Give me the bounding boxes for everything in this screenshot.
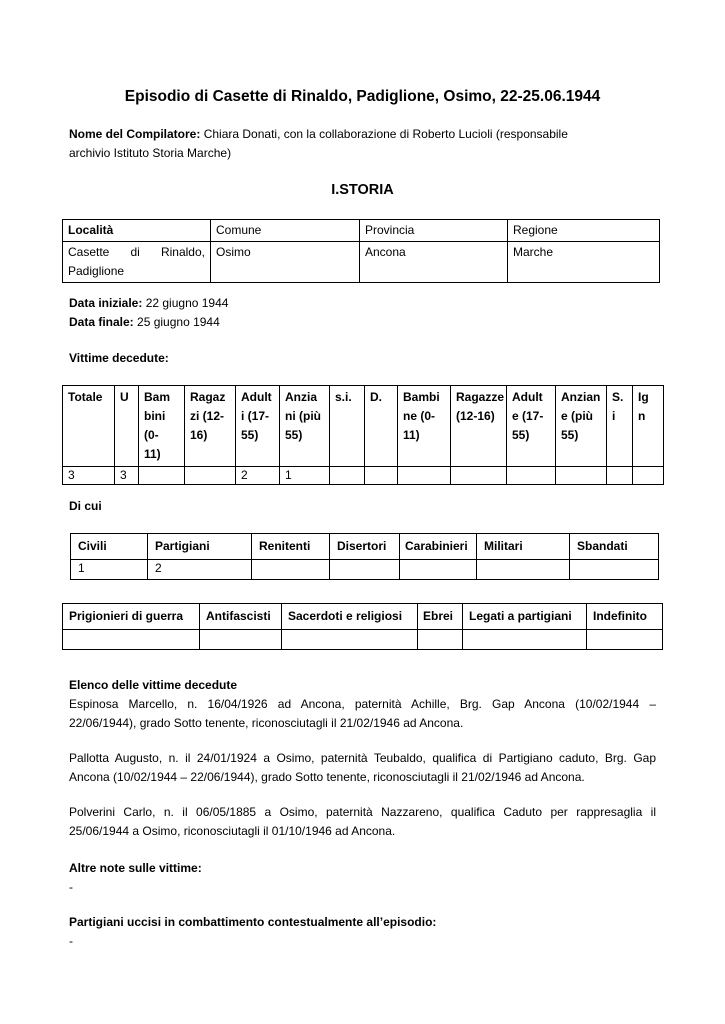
cell-provincia: Ancona — [360, 242, 508, 283]
victims-header-cell — [398, 386, 451, 467]
victims-header-line: Ragazze — [456, 390, 505, 404]
header-carabinieri: Carabinieri — [400, 534, 477, 560]
category-table-2 — [62, 603, 663, 650]
victims-header-line: Ig — [638, 390, 649, 404]
victims-header-line: i — [612, 409, 616, 423]
victims-value-cell — [330, 467, 365, 485]
victim-entry-3-line2: 25/06/1944 a Osimo, riconosciutagli il 01/10/1946 ad Ancona. — [69, 824, 396, 838]
victim-entry-2-line2: Ancona (10/02/1944 – 22/06/1944), grado Sotto tenente, riconosciutagli il 21/02/1946 ad Ancona. — [69, 770, 585, 784]
value-disertori — [330, 560, 400, 580]
victims-value-cell — [507, 467, 556, 485]
victim-entry-1-line1: Espinosa Marcello, n. 16/04/1926 ad Ancona, paternità Achille, Brg. Gap Ancona (10/02/1944 – — [69, 697, 656, 711]
victims-header-line: 55) — [561, 428, 579, 442]
victims-header-cell — [607, 386, 633, 467]
victims-header-line: U — [120, 390, 129, 404]
victims-header-cell — [633, 386, 664, 467]
value-ebrei — [418, 630, 463, 650]
victims-value-cell — [451, 467, 507, 485]
localita-word-2: di — [130, 245, 140, 259]
victims-header-line: Ragaz — [190, 390, 226, 404]
victims-header-cell — [280, 386, 330, 467]
header-sacerdoti: Sacerdoti e religiosi — [282, 604, 418, 630]
partisans-killed-value: - — [69, 934, 73, 948]
partisans-killed-block — [69, 913, 436, 951]
compiler-value-line1: Chiara Donati, con la collaborazione di Roberto Lucioli (responsabile — [200, 127, 568, 141]
victims-header-line: Anzian — [561, 390, 601, 404]
victims-header-line: e (più — [561, 409, 593, 423]
end-date-value: 25 giugno 1944 — [133, 315, 220, 329]
victims-header-cell — [330, 386, 365, 467]
cell-regione: Marche — [508, 242, 660, 283]
value-civili: 1 — [71, 560, 148, 580]
localita-word-3: Rinaldo, — [160, 245, 205, 259]
header-comune: Comune — [211, 220, 360, 242]
header-provincia: Provincia — [360, 220, 508, 242]
victims-header-cell — [63, 386, 115, 467]
victims-header-cell — [556, 386, 607, 467]
victims-header-line: ne (0- — [403, 409, 436, 423]
localita-line2: Padiglione — [68, 264, 125, 278]
victims-header-line: Bam — [144, 390, 171, 404]
start-date-label: Data iniziale: — [69, 296, 143, 310]
victim-entry-2 — [69, 749, 656, 787]
victims-header-line: Adult — [241, 390, 272, 404]
victims-value-cell: 3 — [115, 467, 139, 485]
victim-entry-2-line1: Pallotta Augusto, n. il 24/01/1924 a Osimo, paternità Teubaldo, qualifica di Partigiano caduto, Brg. Gap — [69, 751, 656, 765]
victims-header-line: 11) — [144, 447, 161, 461]
value-prigionieri — [63, 630, 200, 650]
victims-value-cell: 2 — [236, 467, 280, 485]
victims-header-cell — [236, 386, 280, 467]
victims-header-line: zi (12- — [190, 409, 225, 423]
cell-localita — [63, 242, 211, 283]
victims-header-line: S. — [612, 390, 624, 404]
value-legati — [463, 630, 587, 650]
value-indefinito — [587, 630, 663, 650]
victims-value-cell — [139, 467, 185, 485]
other-notes-value: - — [69, 880, 73, 894]
header-ebrei: Ebrei — [418, 604, 463, 630]
other-notes-block — [69, 859, 202, 897]
victims-list-label: Elenco delle vittime decedute — [69, 678, 238, 692]
victims-header-line: 55) — [241, 428, 259, 442]
partisans-killed-label: Partigiani uccisi in combattimento contestualmente all’episodio: — [69, 915, 437, 929]
victim-entry-1 — [69, 695, 656, 733]
victims-header-line: ni (più — [285, 409, 321, 423]
victims-header-line: e (17- — [512, 409, 544, 423]
victims-header-line: n — [638, 409, 646, 423]
victims-header-line: i (17- — [241, 409, 270, 423]
victims-value-cell: 3 — [63, 467, 115, 485]
value-antifascisti — [200, 630, 282, 650]
header-antifascisti: Antifascisti — [200, 604, 282, 630]
value-sbandati — [570, 560, 659, 580]
victim-entry-3-line1: Polverini Carlo, n. il 06/05/1885 a Osimo, paternità Nazzareno, qualifica Caduto per rappresaglia il — [69, 805, 656, 819]
localita-word-1: Casette — [68, 245, 110, 259]
victims-header-line: 11) — [403, 428, 420, 442]
end-date-label: Data finale: — [69, 315, 134, 329]
header-partigiani: Partigiani — [148, 534, 252, 560]
header-legati: Legati a partigiani — [463, 604, 587, 630]
compiler-label: Nome del Compilatore: — [69, 127, 201, 141]
other-notes-label: Altre note sulle vittime: — [69, 861, 202, 875]
value-militari — [477, 560, 570, 580]
victims-header-line: s.i. — [335, 390, 352, 404]
victims-header-cell — [185, 386, 236, 467]
victims-header-line: 55) — [285, 428, 303, 442]
category-table-1 — [70, 533, 659, 580]
victims-value-cell — [398, 467, 451, 485]
header-localita: Località — [63, 220, 211, 242]
header-prigionieri: Prigionieri di guerra — [63, 604, 200, 630]
victim-entry-1-line2: 22/06/1944), grado Sotto tenente, riconosciutagli il 21/02/1946 ad Ancona. — [69, 716, 464, 730]
victims-value-cell — [633, 467, 664, 485]
victims-header-cell — [451, 386, 507, 467]
header-civili: Civili — [71, 534, 148, 560]
of-which-label: Di cui — [69, 499, 102, 513]
compiler-block — [69, 125, 669, 163]
value-sacerdoti — [282, 630, 418, 650]
victims-header-row — [63, 386, 664, 467]
victims-table — [62, 385, 664, 485]
victims-value-cell — [556, 467, 607, 485]
compiler-value-line2: archivio Istituto Storia Marche) — [69, 146, 232, 160]
victims-header-line: bini — [144, 409, 166, 423]
value-carabinieri — [400, 560, 477, 580]
victims-header-line: D. — [370, 390, 382, 404]
location-table — [62, 219, 660, 283]
victims-value-cell — [607, 467, 633, 485]
header-renitenti: Renitenti — [252, 534, 330, 560]
victims-header-cell — [139, 386, 185, 467]
header-militari: Militari — [477, 534, 570, 560]
victims-header-line: Totale — [68, 390, 103, 404]
victims-value-cell: 1 — [280, 467, 330, 485]
victims-header-line: (0- — [144, 428, 159, 442]
header-sbandati: Sbandati — [570, 534, 659, 560]
victims-header-line: Anzia — [285, 390, 318, 404]
page-title: Episodio di Casette di Rinaldo, Padiglione, Osimo, 22-25.06.1944 — [124, 88, 601, 105]
header-indefinito: Indefinito — [587, 604, 663, 630]
victims-value-row — [63, 467, 664, 485]
cell-comune: Osimo — [211, 242, 360, 283]
victims-header-cell — [365, 386, 398, 467]
header-regione: Regione — [508, 220, 660, 242]
victims-header-line: Adult — [512, 390, 543, 404]
start-date-value: 22 giugno 1944 — [142, 296, 229, 310]
victims-header-line: 55) — [512, 428, 530, 442]
header-disertori: Disertori — [330, 534, 400, 560]
value-partigiani: 2 — [148, 560, 252, 580]
dates-block — [69, 294, 228, 332]
section-title: I.STORIA — [331, 182, 394, 198]
victims-header-line: (12-16) — [456, 409, 495, 423]
victims-value-cell — [365, 467, 398, 485]
victims-header-cell — [115, 386, 139, 467]
victims-header-line: 16) — [190, 428, 208, 442]
victims-value-cell — [185, 467, 236, 485]
victims-label: Vittime decedute: — [69, 351, 169, 365]
victims-header-line: Bambi — [403, 390, 440, 404]
victim-entry-3 — [69, 803, 656, 841]
value-renitenti — [252, 560, 330, 580]
victims-header-cell — [507, 386, 556, 467]
